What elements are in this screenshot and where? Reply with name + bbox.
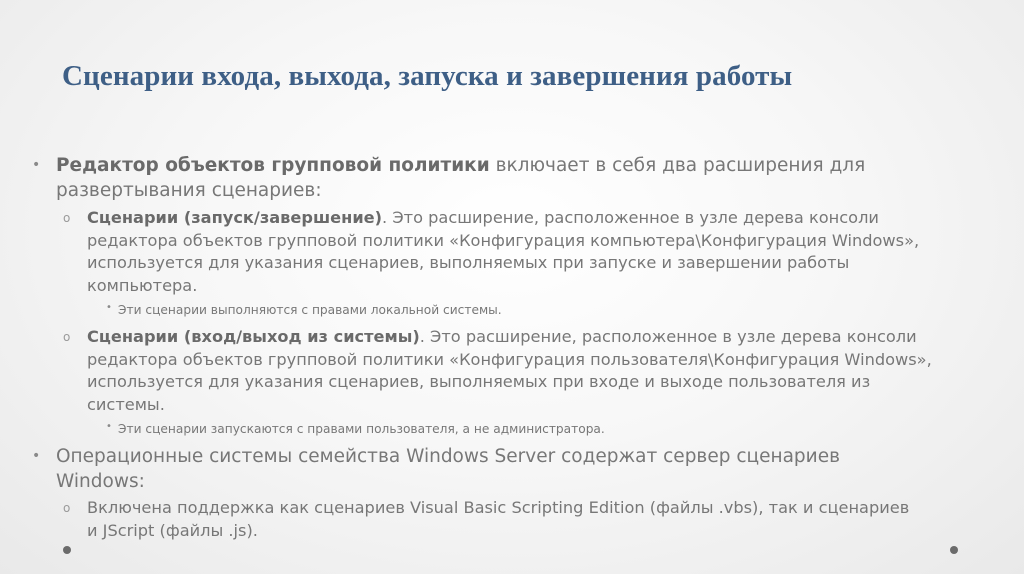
- sub-bullet-item: [87, 207, 967, 297]
- sub-bullet-text: редактора объектов групповой политики «Конфигурация компьютера\Конфигурация Windows»,: [87, 230, 920, 250]
- sub-bullet-marker: o: [63, 501, 71, 515]
- sub-bullet-bold-text: Сценарии (запуск/завершение): [87, 208, 383, 227]
- bullet-text: развертывания сценариев:: [56, 180, 322, 201]
- sub-bullet-text: используется для указания сценариев, выполняемых при входе и выходе пользователя из: [87, 372, 871, 391]
- bullet-text: включает в себя два расширения для: [489, 155, 866, 176]
- slide-title: Сценарии входа, выхода, запуска и завершения работы: [62, 60, 793, 92]
- sub-sub-bullet-text: Эти сценарии выполняются с правами локальной системы.: [118, 303, 502, 317]
- bullet-text: Windows:: [56, 471, 145, 492]
- sub-bullet-marker: o: [63, 330, 71, 344]
- decorative-dot-left: [63, 546, 71, 554]
- sub-bullet-item: [87, 326, 967, 416]
- bullet-marker: •: [32, 157, 41, 173]
- sub-bullet-text: и JScript (файлы .js).: [87, 520, 258, 540]
- bullet-item: [56, 444, 956, 494]
- sub-bullet-bold-text: Сценарии (вход/выход из системы): [87, 327, 420, 346]
- bullet-text: Операционные системы семейства Windows Server содержат сервер сценариев: [56, 446, 840, 467]
- sub-sub-bullet-marker: •: [106, 302, 112, 313]
- sub-bullet-text: редактора объектов групповой политики «Конфигурация пользователя\Конфигурация Windows»,: [87, 349, 932, 369]
- bullet-marker: •: [32, 448, 41, 464]
- bullet-item: [56, 153, 956, 203]
- sub-sub-bullet-marker: •: [106, 421, 112, 432]
- sub-bullet-text: . Это расширение, расположенное в узле дерева консоли: [382, 208, 879, 227]
- sub-bullet-text: Включена поддержка как сценариев Visual Basic Scripting Edition (файлы .vbs), так и сценариев: [87, 498, 910, 517]
- sub-bullet-item: [87, 497, 967, 542]
- sub-bullet-marker: o: [63, 211, 71, 225]
- sub-bullet-text: . Это расширение, расположенное в узле дерева консоли: [419, 327, 917, 346]
- sub-bullet-text: используется для указания сценариев, выполняемых при запуске и завершении работы: [87, 253, 850, 272]
- bullet-bold-text: Редактор объектов групповой политики: [56, 155, 490, 176]
- decorative-dot-right: [950, 546, 958, 554]
- sub-bullet-text: компьютера.: [87, 275, 198, 295]
- sub-bullet-text: системы.: [87, 394, 165, 414]
- sub-sub-bullet-text: Эти сценарии запускаются с правами пользователя, а не администратора.: [118, 422, 605, 436]
